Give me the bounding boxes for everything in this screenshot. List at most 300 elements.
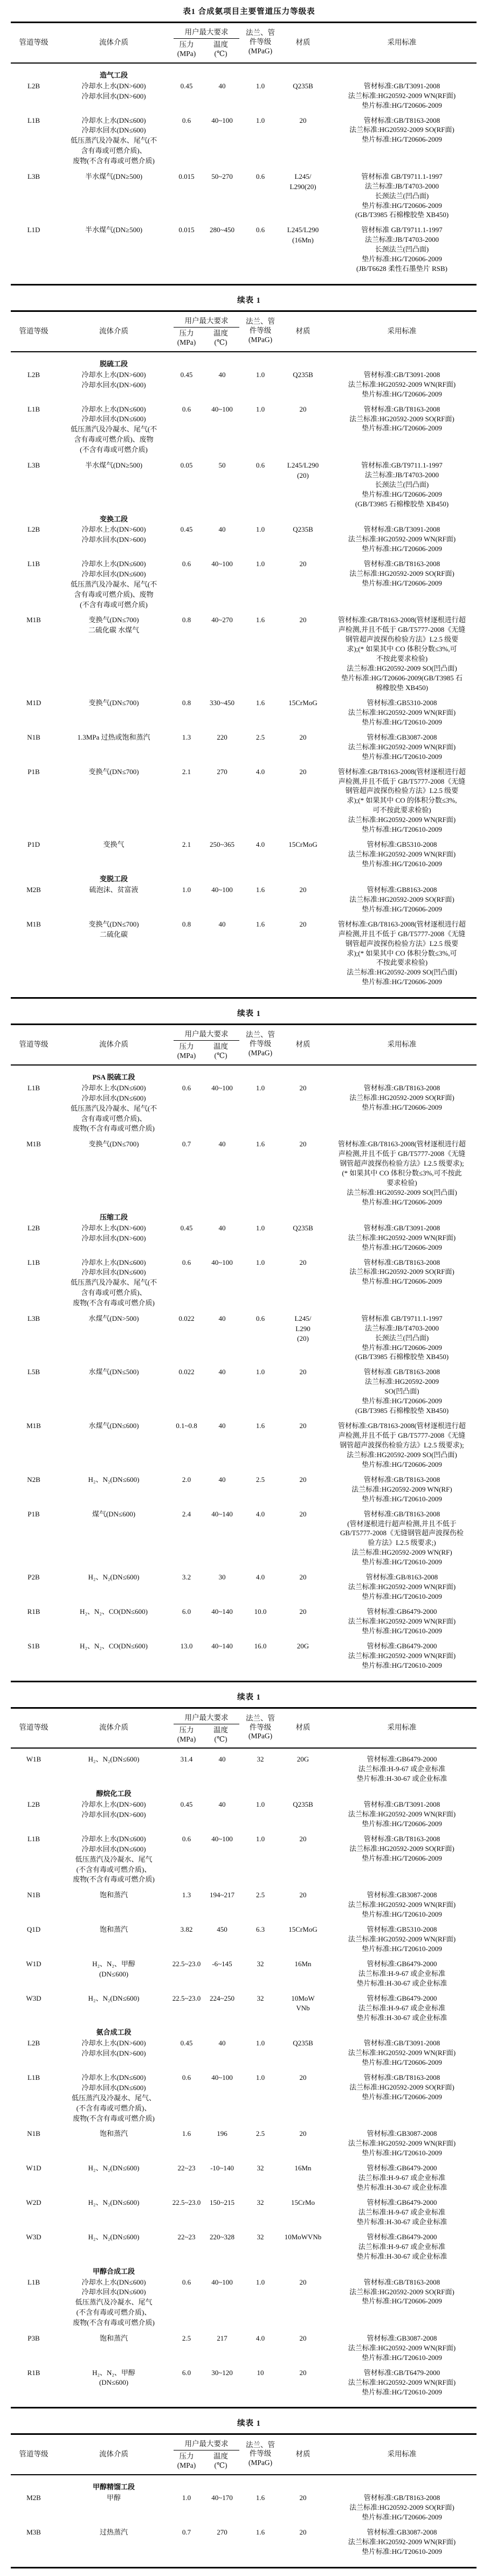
flange-header-line: (MPaG): [248, 2459, 273, 2467]
table-row: [11, 2278, 477, 2328]
cell-flange-rating: 1.0: [256, 116, 265, 124]
cell-pipe-class: M2B: [26, 885, 41, 894]
cell-standards: [327, 1475, 477, 1504]
standard-line: 法兰标准:HG20592-2009 WN(RF面): [348, 708, 456, 716]
standard-line: 垫片标准:HG/T20610-2009: [362, 2353, 442, 2362]
standard-line: (管材逐根进行超声检测,并且不低于: [347, 1519, 457, 1528]
fluid-line: H₂、N₂、CO(DN≤600): [80, 1641, 148, 1650]
standard-line: 法兰标准:HG20592-2009 SO(RF面): [349, 2503, 454, 2512]
standard-line: 管材标准:GB/T8163-2008: [363, 2494, 440, 2502]
cell-temperature: 40: [218, 1755, 226, 1764]
material-line: Q235B: [293, 1223, 313, 1232]
table-row: [11, 405, 477, 455]
cell-pressure: 0.022: [178, 1368, 195, 1376]
standard-line: 垫片标准:HG/T20610-2009: [362, 752, 442, 761]
flange-header-line: 件等级: [249, 2449, 272, 2458]
temperature-label: 温度: [213, 1725, 228, 1734]
cell-standards: [327, 1834, 477, 1863]
standard-line: 管材标准:GB/T3091-2008: [363, 370, 440, 379]
standard-line: 垫片标准:HG/T20610-2009: [362, 1910, 442, 1919]
cell-material: [279, 225, 327, 246]
standard-line: 垫片标准:HG/T20610-2009: [362, 1626, 442, 1635]
fluid-line: 冷却水上水(DN>600): [81, 370, 146, 379]
cell-flange-rating: 1.6: [256, 698, 265, 707]
column-header-fluid: 流体介质: [99, 326, 128, 335]
cell-pressure: 0.8: [182, 698, 191, 707]
cell-material: [279, 1572, 327, 1583]
fluid-line: 低压蒸汽及冷凝水、尾气、: [71, 2093, 156, 2102]
standard-line: 法兰标准:HG20592-2009 WN(RF): [351, 1485, 452, 1493]
section-row: [11, 874, 477, 884]
flange-header-line: 件等级: [249, 37, 272, 46]
flange-header-line: 法兰、管: [246, 1714, 275, 1722]
table-header: [11, 23, 477, 64]
cell-pressure: 2.4: [182, 1509, 191, 1518]
column-header-material: 材质: [295, 1040, 310, 1048]
cell-flange-rating: 1.6: [256, 1422, 265, 1430]
column-header-flange-rating: [242, 1714, 279, 1742]
fluid-line: 冷却水回水(DN>600): [81, 535, 146, 544]
cell-standards: [327, 1572, 477, 1602]
cell-pipe-class: M1B: [26, 920, 41, 928]
table-row: [11, 1509, 477, 1568]
cell-fluid: [57, 1572, 171, 1583]
cell-pressure: 0.6: [182, 2073, 191, 2082]
material-line: 20: [299, 920, 307, 928]
cell-temperature: 40~270: [211, 616, 233, 624]
cell-material: [279, 1223, 327, 1234]
material-line: 16Mn: [294, 1959, 312, 1968]
cell-flange-rating: 0.6: [256, 1314, 265, 1322]
standard-line: 管材标准:GB/T8163-2008: [363, 1258, 440, 1266]
cell-material: [279, 1367, 327, 1377]
material-line: Q235B: [293, 525, 313, 534]
fluid-line: 含有毒或可燃介质)、: [81, 1289, 147, 1297]
temperature-unit: (℃): [214, 338, 227, 346]
standard-line: 法兰标准:HG20592-2009 WN(RF面): [348, 850, 456, 859]
temperature-label: 温度: [213, 2452, 228, 2461]
standard-line: 法兰标准:HG20592-2009 WN(RF面): [348, 535, 456, 544]
cell-flange-rating: 0.6: [256, 461, 265, 469]
fluid-line: 二硫化碳: [99, 930, 128, 938]
fluid-line: 冷却水上水(DN≤600): [81, 1258, 146, 1266]
cell-fluid: [57, 1641, 171, 1652]
cell-temperature: 40: [218, 1140, 226, 1148]
column-header-temperature: [202, 40, 239, 59]
table-row: [11, 2129, 477, 2158]
standard-line: 法兰标准:HG20592-2009 WN(RF面): [348, 1617, 456, 1625]
cell-standards: [327, 2493, 477, 2522]
material-line: L290(20): [289, 182, 316, 191]
cell-pipe-class: S1B: [27, 1641, 40, 1650]
standard-line: 垫片标准:HG/T20610-2009: [362, 718, 442, 726]
cell-temperature: 40~100: [211, 885, 233, 894]
cell-material: [279, 116, 327, 126]
cell-material: [279, 1755, 327, 1765]
column-header-temperature: [202, 2452, 239, 2470]
table-row: [11, 2232, 477, 2261]
material-line: 20: [299, 1475, 307, 1484]
temperature-label: 温度: [213, 329, 228, 338]
cell-pipe-class: L1B: [27, 1083, 40, 1092]
cell-material: [279, 1083, 327, 1094]
cell-flange-rating: 1.6: [256, 885, 265, 894]
temperature-unit: (℃): [214, 1735, 227, 1743]
cell-temperature: 150~215: [209, 2198, 235, 2207]
cell-pipe-class: L2B: [27, 1800, 40, 1809]
standard-line: 管材标准:GB5310-2008: [367, 698, 437, 707]
cell-pressure: 1.0: [182, 2494, 191, 2502]
cell-temperature: 220~328: [209, 2232, 235, 2241]
cell-material: [279, 1800, 327, 1810]
cell-pipe-class: W1D: [26, 1959, 42, 1968]
cell-standards: [327, 1083, 477, 1112]
table-row: [11, 2493, 477, 2522]
fluid-line: H₂、N₂(DN≤600): [88, 1475, 140, 1484]
fluid-line: 冷却水回水(DN≤600): [81, 1844, 146, 1853]
fluid-line: H₂、N₂、甲醇: [92, 1959, 135, 1968]
material-line: 20: [299, 2073, 307, 2082]
column-header-pipe-class: 管道等级: [19, 1040, 49, 1048]
column-header-user-max-group: [171, 1711, 242, 1744]
column-header-flange-rating: [242, 29, 279, 56]
material-line: Q235B: [293, 81, 313, 90]
flange-header-line: 件等级: [249, 1723, 272, 1731]
fluid-line: 1.3MPa 过热或饱和蒸汽: [77, 733, 150, 741]
fluid-line: (不含有毒或可燃介质): [80, 445, 148, 454]
standard-line: 法兰标准:HG20592-2009 SO(RF面): [349, 414, 454, 423]
table-row: [11, 1755, 477, 1784]
standard-line: 法兰标准:HG20592-2009 WN(RF面): [348, 2537, 456, 2546]
section-label: 甲醇精馏工段: [92, 2483, 135, 2491]
cell-flange-rating: 1.0: [256, 1083, 265, 1092]
fluid-line: 冷却水上水(DN>600): [81, 1223, 146, 1232]
cell-temperature: 40: [218, 1314, 226, 1322]
column-header-user-max: 用户最大要求: [174, 2438, 239, 2450]
standard-line: 不按此要求检验): [376, 958, 428, 967]
cell-standards: [327, 559, 477, 588]
fluid-line: 低压蒸汽及冷凝水、尾气(不: [70, 1104, 157, 1112]
standard-line: 钢管超声波探伤检验方法》L2.5 级要: [345, 635, 459, 644]
cell-temperature: -6~145: [212, 1959, 232, 1968]
column-header-fluid: 流体介质: [99, 1723, 128, 1732]
cell-material: [279, 2198, 327, 2208]
fluid-line: 变换气(DN≤700): [88, 920, 139, 928]
cell-temperature: -10~140: [210, 2164, 234, 2173]
section-row: [11, 2482, 477, 2492]
cell-material: [279, 1509, 327, 1520]
section-row: [11, 1789, 477, 1799]
standard-line: 法兰标准:H-9-67 或企业标准: [358, 2003, 446, 2012]
material-line: 20: [299, 767, 307, 776]
column-header-flange-rating: [242, 317, 279, 345]
cell-pressure: 0.6: [182, 1083, 191, 1092]
pressure-rating-table: [11, 310, 477, 999]
cell-pipe-class: L1B: [27, 116, 40, 124]
cell-standards: [327, 2278, 477, 2307]
cell-fluid: [57, 733, 171, 743]
standard-line: 管材标准:GB/T8163-2008: [363, 405, 440, 413]
column-header-pressure: [171, 1726, 202, 1744]
cell-flange-rating: 1.0: [256, 2073, 265, 2082]
section-row: [11, 359, 477, 369]
cell-fluid: [57, 116, 171, 166]
standard-line: 垫片标准:HG/T20606-2009: [362, 255, 442, 263]
cell-temperature: 40~100: [211, 116, 233, 124]
cell-pipe-class: N1B: [27, 1891, 40, 1899]
cell-material: [279, 1258, 327, 1268]
standard-line: 法兰标准:HG20592-2009 WN(RF面): [348, 2139, 456, 2148]
standard-line: 垫片标准:HG/T20606-2009: [362, 1243, 442, 1251]
section-label: 甲醇合成工段: [92, 2267, 135, 2275]
cell-material: [279, 1834, 327, 1844]
cell-fluid: [57, 1994, 171, 2004]
standard-line: 管材标准:GB3087-2008: [367, 733, 437, 741]
cell-pressure: 0.6: [182, 116, 191, 124]
cell-standards: [327, 1223, 477, 1252]
cell-pressure: 13.0: [180, 1641, 193, 1650]
material-line: L290: [295, 1324, 310, 1333]
table-row: [11, 525, 477, 554]
material-line: (16Mn): [292, 236, 314, 245]
column-header-user-max-group: [171, 26, 242, 59]
cell-standards: [327, 116, 477, 145]
cell-flange-rating: 0.6: [256, 226, 265, 234]
fluid-line: 过热蒸汽: [99, 2528, 128, 2536]
table-row: [11, 1959, 477, 1988]
table-row: [11, 1834, 477, 1885]
cell-fluid: [57, 615, 171, 636]
standard-line: 垫片标准:HG/T20610-2009: [362, 2387, 442, 2396]
cell-standards: [327, 885, 477, 914]
standard-line: 长颈法兰(凹凸面): [375, 1333, 429, 1342]
standard-line: 垫片标准:HG/T20606-2009: [362, 135, 442, 144]
cell-material: [279, 2038, 327, 2049]
cell-fluid: [57, 1223, 171, 1244]
cell-material: [279, 615, 327, 625]
column-header-fluid: 流体介质: [99, 2450, 128, 2459]
cell-pipe-class: R1B: [27, 2368, 40, 2377]
section-label: 变脱工段: [99, 874, 128, 883]
standard-line: 法兰标准:HG20592-2009 SO(凹凸面): [347, 1188, 457, 1196]
temperature-label: 温度: [213, 1042, 228, 1051]
flange-header-line: (MPaG): [248, 1049, 273, 1057]
cell-temperature: 217: [217, 2334, 227, 2342]
material-line: 20G: [296, 1641, 309, 1650]
standard-line: 垫片标准:HG/T20606-2009: [362, 2513, 442, 2521]
table-row: [11, 733, 477, 762]
user-max-subcolumns: [171, 329, 242, 347]
cell-temperature: 40: [218, 1223, 226, 1232]
standard-line: 管材标准:GB3087-2008: [367, 2334, 437, 2342]
fluid-line: 废物(不含有毒或可燃介质): [73, 2114, 155, 2122]
cell-pipe-class: L2B: [27, 2039, 40, 2048]
cell-material: [279, 1139, 327, 1150]
cell-flange-rating: 1.0: [256, 81, 265, 90]
cell-pressure: 0.6: [182, 405, 191, 413]
standard-line: 法兰标准:HG20592-2009 WN(RF面): [348, 2343, 456, 2352]
standard-line: 管材标准:GB/T8163-2008: [363, 1083, 440, 1092]
standard-line: 验方法》L2.5 级要求;): [368, 1538, 436, 1547]
cell-temperature: 220: [217, 733, 227, 741]
standard-line: SO(凹凸面): [384, 1387, 419, 1396]
cell-material: [279, 767, 327, 777]
column-header-pressure: [171, 2452, 202, 2470]
cell-standards: [327, 1755, 477, 1784]
standard-line: 长颈法兰(凹凸面): [375, 191, 429, 200]
cell-fluid: [57, 405, 171, 455]
standard-line: 管材标准 GB/T9711.1-1997: [361, 1314, 443, 1322]
cell-flange-rating: 2.5: [256, 1475, 265, 1484]
column-header-fluid: 流体介质: [99, 1040, 128, 1048]
standard-line: (JB/T6628 柔性石墨垫片 RSB): [356, 264, 447, 273]
cell-flange-rating: 1.0: [256, 370, 265, 379]
cell-flange-rating: 32: [257, 2198, 264, 2207]
cell-pipe-class: L3B: [27, 1314, 40, 1322]
standard-line: 垫片标准:H-30-67 或企业标准: [356, 2013, 447, 2022]
cell-flange-rating: 1.6: [256, 2528, 265, 2536]
cell-temperature: 280~450: [209, 226, 235, 234]
material-line: 10MoWVNb: [284, 2232, 322, 2241]
standard-line: 垫片标准:H-30-67 或企业标准: [356, 2252, 447, 2260]
fluid-line: 冷却水上水(DN≤600): [81, 1834, 146, 1843]
standard-line: 管材标准:GB/T8163-2008: [363, 560, 440, 568]
cell-temperature: 40~140: [211, 1641, 233, 1650]
cell-material: [279, 885, 327, 895]
cell-pipe-class: W2D: [26, 2198, 42, 2207]
material-line: 15CrMoG: [288, 698, 317, 707]
cell-standards: [327, 405, 477, 434]
standard-line: 法兰标准:HG20592-2009 SO(RF面): [349, 126, 454, 134]
cell-fluid: [57, 1421, 171, 1431]
standard-line: 法兰标准:HG20592-2009 SO(RF面): [349, 2083, 454, 2092]
cell-temperature: 50~270: [211, 172, 233, 180]
standard-line: 管材标准 GB/T8163-2008: [363, 1368, 440, 1376]
pressure-label: 压力: [179, 40, 194, 48]
standard-line: 垫片标准:HG/T20606-2009: [362, 545, 442, 553]
cell-pressure: 2.5: [182, 2334, 191, 2342]
material-line: 20: [299, 2278, 307, 2286]
cell-temperature: 40~100: [211, 405, 233, 413]
fluid-line: (不含有毒或可燃介质): [80, 600, 148, 609]
standard-line: 垫片标准:HG/T20606-2009: [362, 1460, 442, 1468]
standard-line: 管材标准:GB6479-2000: [367, 2232, 437, 2241]
standard-line: 管材标准:GB8163-2008: [367, 885, 437, 894]
continuation-table-title: 续表 1: [237, 296, 261, 305]
cell-pressure: 2.1: [182, 767, 191, 776]
temperature-unit: (℃): [214, 1052, 227, 1060]
fluid-line: 冷却水回水(DN>600): [81, 92, 146, 100]
standard-line: 垫片标准:HG/T20610-2009: [362, 1592, 442, 1601]
standard-line: 管材标准:GB/T8163-2008: [363, 116, 440, 124]
fluid-line: H₂、N₂(DN≤600): [88, 2198, 140, 2207]
pressure-rating-table: [11, 22, 477, 286]
cell-temperature: 50: [218, 461, 226, 469]
table-row: [11, 1083, 477, 1134]
cell-temperature: 40: [218, 1475, 226, 1484]
standard-line: 管材标准:GB3087-2008: [367, 2528, 437, 2536]
pressure-rating-table: [11, 2433, 477, 2568]
standard-line: 法兰标准:HG20592-2009 SO(RF面): [349, 1844, 454, 1853]
cell-temperature: 40: [218, 81, 226, 90]
cell-material: [279, 1421, 327, 1431]
cell-material: [279, 559, 327, 569]
cell-pipe-class: W3D: [26, 1994, 42, 2002]
standard-line: 法兰标准:HG20592-2009 SO(RF面): [349, 569, 454, 578]
fluid-line: 冷却水上水(DN≤600): [81, 116, 146, 124]
fluid-line: 冷却水回水(DN≤600): [81, 415, 146, 423]
cell-fluid: [57, 461, 171, 471]
material-line: 20: [299, 405, 307, 413]
standard-line: 管材标准 GB/T9711.1-1997: [361, 226, 443, 234]
section-row: [11, 71, 477, 80]
fluid-line: 饱和蒸汽: [99, 2129, 128, 2138]
cell-pipe-class: N2B: [27, 1475, 40, 1484]
standard-line: 法兰标准:HG20592-2009 SO(RF面): [349, 2287, 454, 2296]
cell-temperature: 40~170: [211, 2494, 233, 2502]
table-row: [11, 1475, 477, 1504]
fluid-line: 冷却水回水(DN≤600): [81, 2288, 146, 2296]
fluid-line: H₂、N₂(DN≤600): [88, 1573, 140, 1582]
cell-material: [279, 1607, 327, 1617]
cell-material: [279, 698, 327, 708]
cell-temperature: 224~250: [209, 1994, 235, 2002]
temperature-unit: (℃): [214, 49, 227, 58]
user-max-subcolumns: [171, 2452, 242, 2470]
table-row: [11, 1223, 477, 1252]
cell-temperature: 30~120: [211, 2368, 233, 2377]
material-line: 20: [299, 1140, 307, 1148]
cell-standards: [327, 2198, 477, 2227]
standard-line: 法兰标准:HG20592-2009 WN(RF面): [348, 1233, 456, 1242]
cell-material: [279, 370, 327, 380]
section-row: [11, 514, 477, 524]
cell-material: [279, 1925, 327, 1935]
temperature-label: 温度: [213, 40, 228, 48]
standard-line: 法兰标准:HG20592-2009 WN(RF): [351, 1548, 452, 1557]
standard-line: 求);(* 如果其中 CO 的体积分数≤3%,: [347, 796, 457, 805]
cell-pipe-class: P1B: [27, 767, 40, 776]
column-header-pipe-class: 管道等级: [19, 38, 49, 46]
material-line: 20: [299, 1573, 307, 1582]
standard-line: 管材标准:GB/T8163-2008(管材逐根进行超: [338, 920, 466, 928]
standard-line: 垫片标准:H-30-67 或企业标准: [356, 2183, 447, 2192]
cell-flange-rating: 1.0: [256, 1800, 265, 1809]
material-line: 20: [299, 1509, 307, 1518]
cell-fluid: [57, 2493, 171, 2503]
cell-pressure: 1.6: [182, 2129, 191, 2138]
fluid-line: 水煤气(DN>500): [88, 1314, 139, 1322]
column-header-material: 材质: [295, 38, 310, 46]
cell-fluid: [57, 2232, 171, 2243]
fluid-line: 冷却水回水(DN≤600): [81, 1268, 146, 1277]
cell-standards: [327, 2232, 477, 2261]
standard-line: 法兰标准:HG20592-2009 SO(RF面): [349, 1268, 454, 1276]
cell-flange-rating: 32: [257, 1959, 264, 1968]
fluid-line: 低压蒸汽及冷凝水、尾气(不: [70, 425, 157, 434]
fluid-line: (不含有毒或可燃介质)、: [76, 1865, 151, 1874]
material-line: 20: [299, 2334, 307, 2342]
cell-flange-rating: 1.0: [256, 1258, 265, 1266]
cell-flange-rating: 10.0: [254, 1607, 267, 1616]
standard-line: 声检测,并且不低于 GB/T5777-2008《无缝: [338, 1150, 466, 1158]
cell-fluid: [57, 1509, 171, 1520]
cell-flange-rating: 4.0: [256, 1573, 265, 1582]
cell-standards: [327, 225, 477, 274]
cell-standards: [327, 2038, 477, 2067]
standard-line: 法兰标准:HG20592-2009 SO(凹凸面): [347, 968, 457, 977]
material-line: 20: [299, 1422, 307, 1430]
